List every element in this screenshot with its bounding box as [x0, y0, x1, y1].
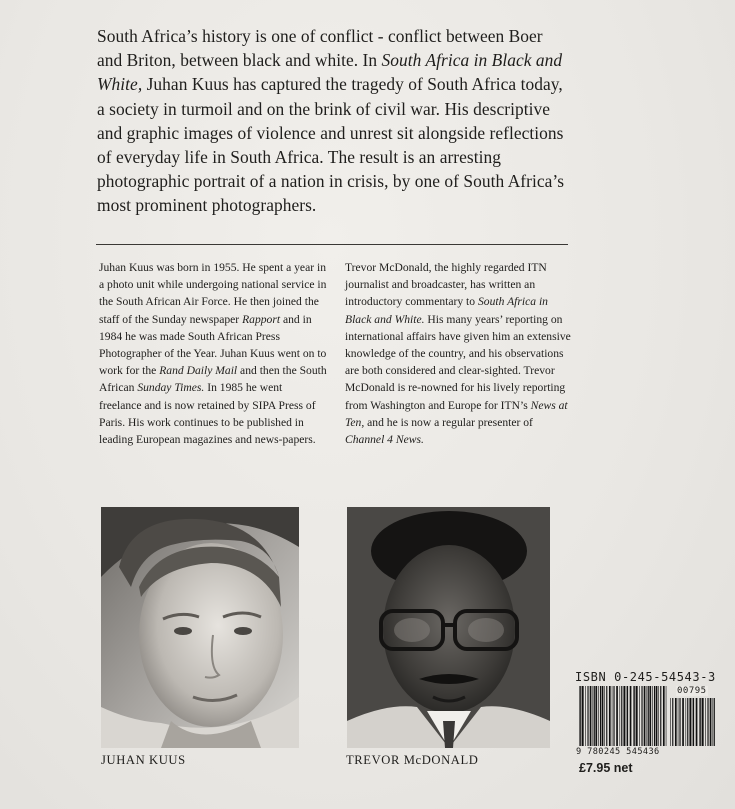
barcode-bar — [692, 698, 693, 746]
barcode-bar — [623, 686, 625, 746]
barcode-bar — [660, 686, 661, 746]
ean-barcode — [578, 686, 667, 746]
kuus-portrait — [101, 507, 299, 748]
mcdonald-bio-italic-3: Channel 4 News. — [345, 433, 424, 447]
barcode-bar — [689, 698, 691, 746]
barcode-bar — [620, 686, 621, 746]
barcode-bar — [713, 698, 714, 746]
kuus-bio-text-3: and then the South African — [99, 364, 327, 395]
book-title: South Africa in Black and White, — [97, 50, 563, 95]
kuus-bio-text-4: In 1985 he went freelance and is now retained by SIPA Press of Paris. His work continues to be published in leading European magazines and news-papers. — [99, 381, 316, 447]
barcode-bar — [580, 686, 581, 746]
divider-rule — [96, 244, 568, 245]
barcode-bar — [609, 686, 611, 746]
barcode-bar — [636, 686, 638, 746]
kuus-bio-italic-3: Sunday Times. — [137, 381, 205, 395]
barcode-bar — [699, 698, 700, 746]
barcode-bar — [710, 698, 712, 746]
barcode-bar — [627, 686, 628, 746]
barcode-bar — [714, 698, 715, 746]
mcdonald-bio-text-3: and he is now a regular presenter of — [364, 415, 533, 429]
barcode-bar — [679, 698, 680, 746]
barcode-bar — [654, 686, 655, 746]
barcode-bar — [606, 686, 607, 746]
barcode-bar — [666, 686, 667, 746]
barcode-bar — [658, 686, 659, 746]
kuus-bio-italic-2: Rand Daily Mail — [159, 364, 238, 378]
barcode-bar — [594, 686, 595, 746]
mcdonald-bio — [345, 259, 571, 448]
isbn-label: ISBN 0-245-54543-3 — [575, 670, 716, 684]
barcode-bar — [672, 698, 673, 746]
barcode-bar — [634, 686, 635, 746]
mcdonald-bio-italic-2: News at Ten, — [345, 398, 568, 429]
barcode-bar — [682, 698, 684, 746]
kuus-bio — [99, 259, 327, 448]
mcdonald-bio-text-1: Trevor McDonald, the highly regarded ITN journalist and broadcaster, has written an introductory commentary to — [345, 261, 547, 309]
kuus-bio-text-1: Juhan Kuus was born in 1955. He spent a year in a photo unit while undergoing national service in the South African Air Force. He then joined the staff of the Sunday newspaper — [99, 261, 327, 326]
barcode-bar — [641, 686, 642, 746]
barcode-bar — [604, 686, 605, 746]
barcode-bar — [644, 686, 646, 746]
barcode-bar — [663, 686, 665, 746]
barcode-bar — [626, 686, 627, 746]
price-label: £7.95 net — [579, 761, 633, 775]
barcode-bar — [670, 698, 671, 746]
barcode-bar — [621, 686, 622, 746]
barcode-bar — [595, 686, 597, 746]
barcode-bar — [585, 686, 586, 746]
barcode-bar — [593, 686, 594, 746]
blurb-paragraph — [97, 24, 571, 218]
barcode-bar — [686, 698, 687, 746]
barcode-bar — [648, 686, 649, 746]
addon-digits: 00795 — [677, 686, 707, 696]
barcode-bar — [652, 686, 653, 746]
kuus-bio-text-2: and in 1984 he was made South African Press Photographer of the Year. Juhan Kuus went on to work for the — [99, 312, 327, 378]
barcode-bar — [602, 686, 604, 746]
barcode-bar — [616, 686, 618, 746]
barcode-bar — [700, 698, 701, 746]
barcode-bar — [675, 698, 677, 746]
mcdonald-portrait — [347, 507, 550, 748]
barcode-bar — [590, 686, 592, 746]
barcode-bar — [678, 698, 679, 746]
barcode-bar — [579, 686, 580, 746]
mcdonald-caption: TREVOR McDONALD — [346, 753, 479, 767]
barcode-bar — [702, 698, 704, 746]
mcdonald-bio-italic-1: South Africa in Black and White. — [345, 295, 548, 326]
barcode-bar — [705, 698, 706, 746]
barcode-bar — [649, 686, 651, 746]
barcode-bar — [647, 686, 648, 746]
mcdonald-bio-text-2: His many years’ reporting on international affairs have given him an extensive knowledge of the country, and his observations are both considered and clear-sighted. Trevor McDonald is re-nowned for his lively reporting from Washington and Europe for ITN’s — [345, 312, 571, 412]
barcode-bar — [600, 686, 601, 746]
barcode-bar — [582, 686, 584, 746]
barcode-bar — [656, 686, 658, 746]
barcode-bar — [613, 686, 614, 746]
barcode-bar — [639, 686, 640, 746]
barcode-bar — [687, 698, 688, 746]
barcode-bar — [612, 686, 613, 746]
blurb-text-1: South Africa’s history is one of conflict - conflict between Boer and Briton, between black and white. In — [97, 26, 543, 71]
barcode-bar — [696, 698, 698, 746]
barcode-bar — [633, 686, 634, 746]
barcode-bar — [598, 686, 599, 746]
blurb-text-2: Juhan Kuus has captured the tragedy of South Africa today, a society in turmoil and on the brink of civil war. His descriptive and graphic images of violence and unrest sit alongside reflections of everyday life in South Africa. The result is an arresting photographic portrait of a nation in crisis, by one of South Africa’s most prominent photographers. — [97, 74, 565, 216]
barcode-bar — [707, 698, 708, 746]
barcode-bar — [587, 686, 588, 746]
ean-digits: 9 780245 545436 — [576, 747, 660, 757]
kuus-caption: JUHAN KUUS — [101, 753, 186, 767]
barcode-bar — [693, 698, 694, 746]
kuus-bio-italic-1: Rapport — [242, 312, 281, 326]
barcode-bar — [630, 686, 632, 746]
